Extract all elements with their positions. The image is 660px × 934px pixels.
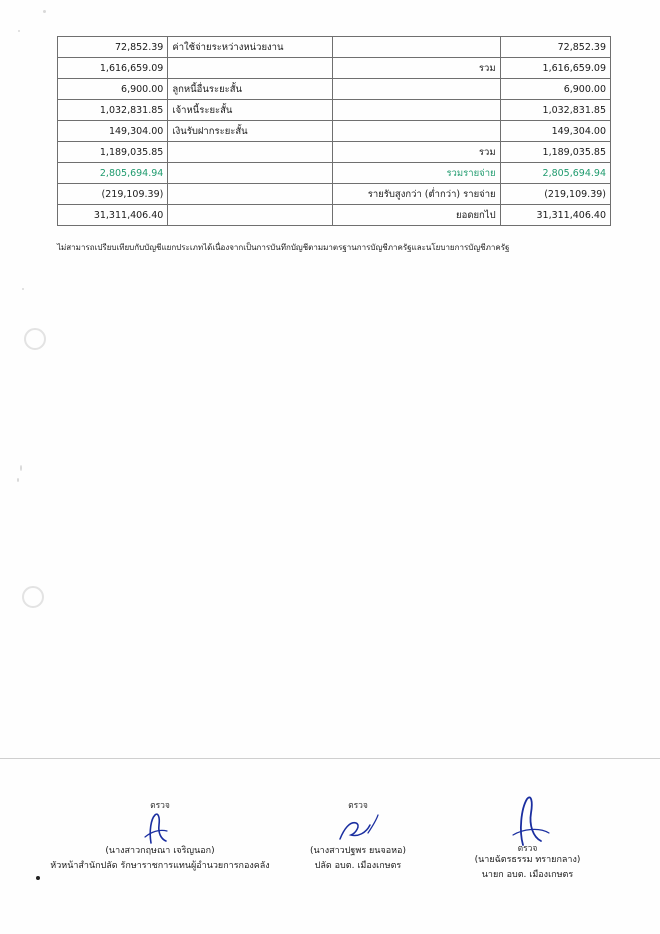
footer-divider [0, 758, 660, 759]
left-label: เจ้าหนี้ระยะสั้น [168, 100, 333, 121]
left-amount: 2,805,694.94 [58, 163, 168, 184]
left-label: ลูกหนี้อื่นระยะสั้น [168, 79, 333, 100]
signatory-role: ปลัด อบต. เมืองเกษตร [314, 861, 402, 872]
left-amount: 149,304.00 [58, 121, 168, 142]
check-label: ตรวจ [348, 801, 368, 811]
financial-table-body [58, 37, 611, 226]
right-label: รวมรายจ่าย [333, 163, 501, 184]
scan-speck [17, 478, 19, 482]
right-label: ยอดยกไป [333, 205, 501, 226]
hole-punch-mark [22, 586, 44, 608]
scan-speck [43, 10, 46, 13]
signatory-name: (นายฉัตรธรรม ทรายกลาง) [474, 854, 581, 865]
check-label: ตรวจ [517, 844, 538, 854]
left-amount: (219,109.39) [58, 184, 168, 205]
table-row [58, 79, 611, 100]
left-amount: 1,616,659.09 [58, 58, 168, 79]
table-row [58, 37, 611, 58]
table-row [58, 184, 611, 205]
hole-punch-mark [24, 328, 46, 350]
signatory-name: (นางสาวปฐพร ยนจอหอ) [310, 845, 406, 856]
right-amount: 2,805,694.94 [500, 163, 610, 184]
left-amount: 6,900.00 [58, 79, 168, 100]
left-amount: 31,311,406.40 [58, 205, 168, 226]
right-label: รวม [333, 142, 501, 163]
scan-speck [20, 465, 22, 471]
right-amount: 72,852.39 [500, 37, 610, 58]
signatory-role: หัวหน้าสำนักปลัด รักษาราชการแทนผู้อำนวยการกองคลัง [50, 861, 270, 872]
table-row [58, 58, 611, 79]
signatory-role: นายก อบต. เมืองเกษตร [481, 870, 574, 881]
scan-speck [36, 876, 40, 880]
left-label [168, 205, 333, 226]
table-row-total-expenditure [58, 163, 611, 184]
right-amount: 149,304.00 [500, 121, 610, 142]
left-label [168, 184, 333, 205]
right-label: รวม [333, 58, 501, 79]
financial-table [57, 36, 611, 226]
left-label [168, 58, 333, 79]
table-row [58, 100, 611, 121]
right-amount: 31,311,406.40 [500, 205, 610, 226]
right-label [333, 100, 501, 121]
right-amount: 1,032,831.85 [500, 100, 610, 121]
handwritten-signature-icon [318, 811, 398, 845]
right-amount: 6,900.00 [500, 79, 610, 100]
handwritten-signature-icon [125, 811, 195, 845]
left-label: เงินรับฝากระยะสั้น [168, 121, 333, 142]
table-row [58, 205, 611, 226]
right-amount: (219,109.39) [500, 184, 610, 205]
right-label [333, 37, 501, 58]
right-label: รายรับสูงกว่า (ต่ำกว่า) รายจ่าย [333, 184, 501, 205]
left-label [168, 142, 333, 163]
signature-block [420, 795, 635, 883]
right-label [333, 121, 501, 142]
right-amount: 1,616,659.09 [500, 58, 610, 79]
left-label: ค่าใช้จ่ายระหว่างหน่วยงาน [168, 37, 333, 58]
right-label [333, 79, 501, 100]
signatory-name: (นางสาวกฤษณา เจริญนอก) [105, 845, 215, 856]
left-amount: 1,032,831.85 [58, 100, 168, 121]
table-row [58, 142, 611, 163]
table-row [58, 121, 611, 142]
right-amount: 1,189,035.85 [500, 142, 610, 163]
scan-speck [22, 288, 24, 290]
scan-speck [18, 30, 20, 32]
left-label [168, 163, 333, 184]
financial-table-container [57, 36, 611, 226]
table-footnote: ไม่สามารถเปรียบเทียบกับบัญชีแยกประเภทได้เนื่องจากเป็นการบันทึกบัญชีตามมาตรฐานการบัญชีภาครัฐและนโยบายการบัญชีภาครัฐ [57, 243, 510, 252]
signature-mark [420, 795, 635, 843]
left-amount: 1,189,035.85 [58, 142, 168, 163]
left-amount: 72,852.39 [58, 37, 168, 58]
check-label: ตรวจ [150, 801, 170, 811]
handwritten-signature-icon [483, 795, 573, 847]
